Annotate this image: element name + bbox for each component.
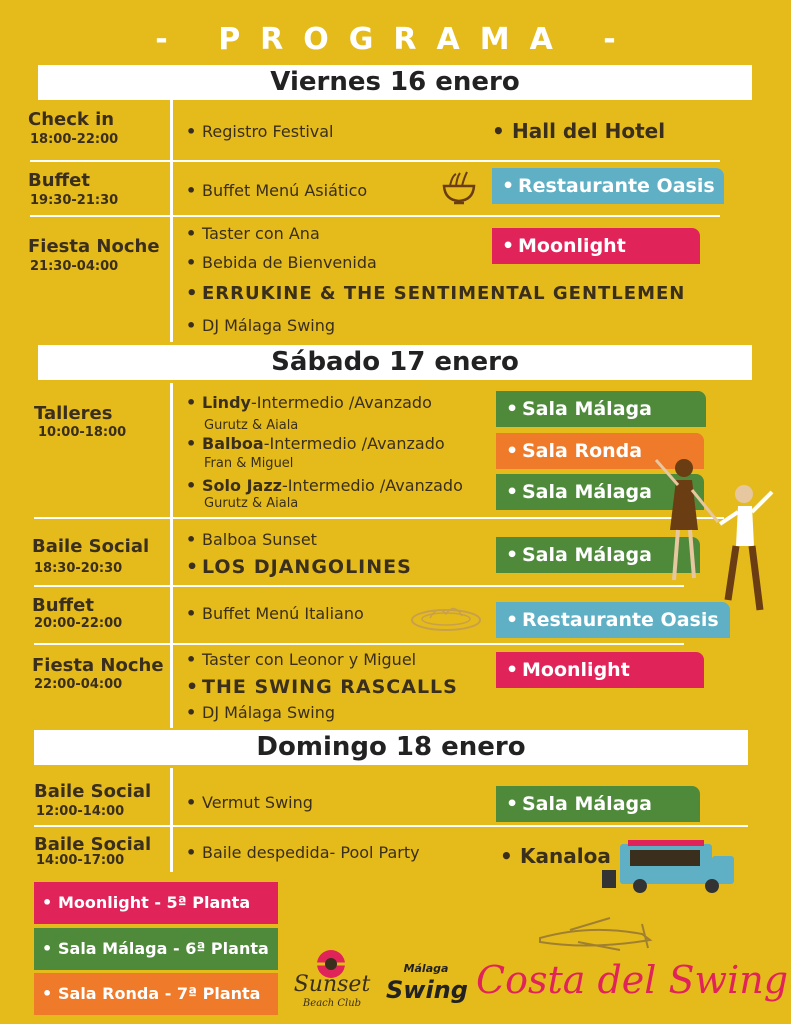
venue-sala-malaga: • Sala Málaga (496, 474, 704, 510)
category-label: Buffet (28, 170, 90, 191)
time-label: 10:00-18:00 (38, 425, 127, 440)
time-label: 22:00-04:00 (34, 677, 123, 692)
time-label: 18:30-20:30 (34, 561, 123, 576)
program-item: • Buffet Menú Asiático (186, 181, 367, 201)
page-title: - PROGRAMA - (155, 22, 636, 57)
row-divider (34, 825, 748, 827)
column-divider (170, 100, 173, 342)
airplane-icon (530, 910, 660, 960)
category-label: Fiesta Noche (28, 236, 160, 257)
column-divider (170, 768, 173, 872)
row-divider (34, 585, 684, 587)
legend-moonlight: • Moonlight - 5ª Planta (34, 882, 278, 924)
row-divider (34, 517, 724, 519)
workshop-item: • Balboa-Intermedio /Avanzado (186, 434, 445, 454)
workshop-teachers: Gurutz & Aiala (204, 418, 299, 433)
workshop-item: • Solo Jazz-Intermedio /Avanzado (186, 476, 463, 496)
category-label: Check in (28, 109, 115, 130)
time-label: 21:30-04:00 (30, 259, 119, 274)
time-label: 12:00-14:00 (36, 804, 125, 819)
category-label: Buffet (32, 595, 94, 616)
row-divider (30, 215, 720, 217)
category-label: Baile Social (34, 781, 152, 802)
legend-sala-malaga: • Sala Málaga - 6ª Planta (34, 928, 278, 970)
program-item: • Baile despedida- Pool Party (186, 843, 420, 863)
time-label: 18:00-22:00 (30, 132, 119, 147)
band-name: • LOS DJANGOLINES (186, 556, 412, 578)
workshop-teachers: Gurutz & Aiala (204, 496, 299, 511)
row-divider (30, 160, 720, 162)
venue-moonlight: • Moonlight (492, 228, 700, 264)
malaga-swing-logo-top: Málaga (403, 962, 449, 975)
venue-restaurante-oasis: • Restaurante Oasis (492, 168, 724, 204)
dj-item: • DJ Málaga Swing (186, 703, 335, 723)
time-label: 19:30-21:30 (30, 193, 119, 208)
venue-moonlight: • Moonlight (496, 652, 704, 688)
venue-sala-ronda: • Sala Ronda (496, 433, 704, 469)
day-header-domingo: Domingo 18 enero (34, 730, 748, 765)
time-label: 14:00-17:00 (36, 853, 125, 868)
day-header-sabado: Sábado 17 enero (38, 345, 752, 380)
category-label: Baile Social (34, 834, 152, 855)
sunset-logo-sub: Beach Club (302, 998, 362, 1009)
category-label: Fiesta Noche (32, 655, 164, 676)
program-item: • Taster con Leonor y Miguel (186, 650, 416, 670)
category-label: Baile Social (32, 536, 150, 557)
venue-restaurante-oasis: • Restaurante Oasis (496, 602, 730, 638)
venue-sala-malaga: • Sala Málaga (496, 537, 700, 573)
noodle-bowl-icon (440, 168, 478, 206)
day-header-viernes: Viernes 16 enero (38, 65, 752, 100)
program-item: • Taster con Ana (186, 224, 320, 244)
row-divider (34, 643, 684, 645)
workshop-teachers: Fran & Miguel (204, 456, 294, 471)
venue-kanaloa: • Kanaloa (500, 842, 611, 870)
legend-sala-ronda: • Sala Ronda - 7ª Planta (34, 973, 278, 1015)
malaga-swing-logo: Swing (386, 976, 468, 1004)
costa-del-swing-logo: Costa del Swing (476, 958, 789, 1002)
sunset-logo-text: Sunset (293, 972, 371, 997)
workshop-item: • Lindy-Intermedio /Avanzado (186, 393, 432, 413)
time-label: 20:00-22:00 (34, 616, 123, 631)
dj-item: • DJ Málaga Swing (186, 316, 335, 336)
program-item: • Buffet Menú Italiano (186, 604, 364, 624)
band-name: • THE SWING RASCALLS (186, 676, 458, 698)
venue-hall: • Hall del Hotel (492, 117, 665, 145)
pasta-plate-icon (410, 594, 482, 634)
category-label: Talleres (34, 403, 113, 424)
band-name: • ERRUKINE & THE SENTIMENTAL GENTLEMEN (186, 283, 685, 305)
program-item: • Balboa Sunset (186, 530, 317, 550)
program-item: • Registro Festival (186, 122, 334, 142)
program-item: • Vermut Swing (186, 793, 313, 813)
food-truck-icon (600, 834, 740, 898)
venue-sala-malaga: • Sala Málaga (496, 786, 700, 822)
swing-dancers-icon (648, 450, 788, 630)
column-divider (170, 383, 173, 728)
venue-sala-malaga: • Sala Málaga (496, 391, 706, 427)
program-item: • Bebida de Bienvenida (186, 253, 377, 273)
